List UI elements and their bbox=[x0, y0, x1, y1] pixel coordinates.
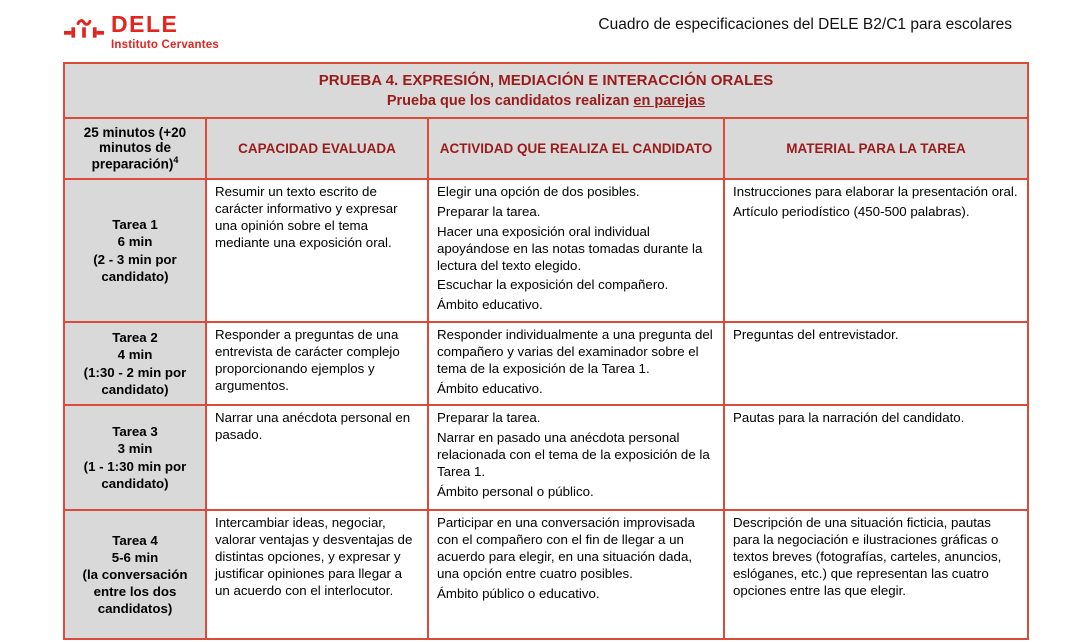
text-line: Narrar en pasado una anécdota personal relacionada con el tema de la exposición de la Tarea 1. bbox=[437, 429, 710, 479]
tarea-1-capacity-cell bbox=[206, 179, 428, 322]
table-subtitle-underlined: en parejas bbox=[633, 93, 706, 109]
table-subtitle-text: Prueba que los candidatos realizan bbox=[386, 93, 634, 109]
text-line: Hacer una exposición oral individual apoyándose en las notas tomadas durante la lectura del texto elegido. bbox=[437, 223, 703, 273]
text-line: Tarea 1 bbox=[112, 217, 158, 233]
text-line: Tarea 2 bbox=[112, 330, 158, 346]
text-line: Ámbito personal o público. bbox=[437, 483, 594, 499]
text-line: Responder individualmente a una pregunta del compañero y varias del examinador sobre el tema de la exposición de la Tarea 1. bbox=[437, 327, 713, 376]
table-title-cell bbox=[64, 63, 1028, 118]
table-row-tarea-3 bbox=[64, 405, 1028, 510]
footnote-marker: 4 bbox=[173, 155, 179, 166]
table-subtitle bbox=[73, 93, 1019, 109]
table-title-row bbox=[64, 63, 1028, 118]
tarea-3-task-cell bbox=[64, 405, 206, 510]
column-header-capacidad: CAPACIDAD EVALUADA bbox=[206, 118, 428, 179]
text-line: (1 - 1:30 min por candidato) bbox=[83, 458, 187, 491]
tarea-4-task-cell bbox=[64, 510, 206, 639]
text-line: Elegir una opción de dos posibles. bbox=[437, 184, 640, 199]
duration-text: 25 minutos (+20 minutos de preparación) bbox=[83, 125, 187, 172]
tarea-3-activity-cell bbox=[428, 405, 724, 510]
table-row-tarea-4 bbox=[64, 510, 1028, 639]
column-header-actividad: ACTIVIDAD QUE REALIZA EL CANDIDATO bbox=[428, 118, 724, 179]
text-line: 5-6 min bbox=[111, 549, 159, 565]
tarea-3-material-cell bbox=[724, 405, 1028, 510]
column-header-row bbox=[64, 118, 1028, 179]
text-line: Ámbito público o educativo. bbox=[437, 585, 600, 601]
text-line: Resumir un texto escrito de carácter informativo y expresar una opinión sobre el tema mediante una exposición oral. bbox=[215, 184, 398, 250]
tarea-4-capacity-cell bbox=[206, 510, 428, 639]
table-row-tarea-1 bbox=[64, 179, 1028, 322]
text-line: Preguntas del entrevistador. bbox=[733, 327, 899, 342]
logo-brand: DELE bbox=[111, 11, 179, 37]
text-line: (2 - 3 min por candidato) bbox=[93, 251, 177, 284]
text-line: (la conversación entre los dos candidatos) bbox=[82, 566, 188, 617]
table-title: PRUEBA 4. EXPRESIÓN, MEDIACIÓN E INTERACCIÓN ORALES bbox=[318, 72, 774, 89]
cervantes-tilde-icon bbox=[64, 16, 104, 46]
text-line: Pautas para la narración del candidato. bbox=[733, 410, 965, 425]
tarea-2-task-cell bbox=[64, 322, 206, 405]
text-line: Descripción de una situación ficticia, pautas para la negociación e ilustraciones gráficas o textos breves (fotografías, carteles, anuncios, eslóganes, etc.) que representan las cuatro opciones entre las que elegir. bbox=[733, 515, 1002, 598]
text-line: Responder a preguntas de una entrevista de carácter complejo proporcionando ejemplos y argumentos. bbox=[215, 327, 400, 393]
text-line: Preparar la tarea. bbox=[437, 203, 541, 219]
column-header-duration bbox=[64, 118, 206, 179]
text-line: Tarea 3 bbox=[112, 424, 158, 440]
text-line: Narrar una anécdota personal en pasado. bbox=[215, 410, 411, 442]
tarea-1-material-cell bbox=[724, 179, 1028, 322]
text-line: Intercambiar ideas, negociar, valorar ventajas y desventajas de distintas opciones, y expresar y justificar opiniones para llegar a un acuerdo con el interlocutor. bbox=[215, 515, 413, 598]
tarea-1-task-cell bbox=[64, 179, 206, 322]
text-line: Instrucciones para elaborar la presentación oral. bbox=[733, 184, 1018, 199]
text-line: Ámbito educativo. bbox=[437, 380, 543, 396]
text-line: Escuchar la exposición del compañero. bbox=[437, 277, 669, 293]
text-line: Artículo periodístico (450-500 palabras). bbox=[733, 203, 970, 219]
page-header bbox=[0, 0, 1080, 60]
specifications-table bbox=[63, 62, 1029, 640]
tarea-2-capacity-cell bbox=[206, 322, 428, 405]
tarea-2-activity-cell bbox=[428, 322, 724, 405]
text-line: 4 min bbox=[117, 347, 153, 363]
logo-text bbox=[111, 12, 219, 51]
text-line: Participar en una conversación improvisada con el compañero con el fin de llegar a un acuerdo para elegir, en una situación dada, una opción entre cuatro posibles. bbox=[437, 515, 695, 581]
tarea-4-material-cell bbox=[724, 510, 1028, 639]
dele-logo bbox=[64, 12, 219, 51]
logo-subtitle: Instituto Cervantes bbox=[111, 39, 219, 52]
tarea-3-capacity-cell bbox=[206, 405, 428, 510]
text-line: 6 min bbox=[117, 234, 153, 250]
tarea-1-activity-cell bbox=[428, 179, 724, 322]
table-row-tarea-2 bbox=[64, 322, 1028, 405]
text-line: 3 min bbox=[117, 441, 153, 457]
text-line: Tarea 4 bbox=[112, 532, 158, 548]
text-line: Preparar la tarea. bbox=[437, 410, 541, 425]
text-line: (1:30 - 2 min por candidato) bbox=[83, 364, 187, 397]
tarea-4-activity-cell bbox=[428, 510, 724, 639]
document-title: Cuadro de especificaciones del DELE B2/C1 para escolares bbox=[598, 16, 1012, 33]
column-header-material: MATERIAL PARA LA TAREA bbox=[724, 118, 1028, 179]
text-line: Ámbito educativo. bbox=[437, 297, 543, 313]
tarea-2-material-cell bbox=[724, 322, 1028, 405]
